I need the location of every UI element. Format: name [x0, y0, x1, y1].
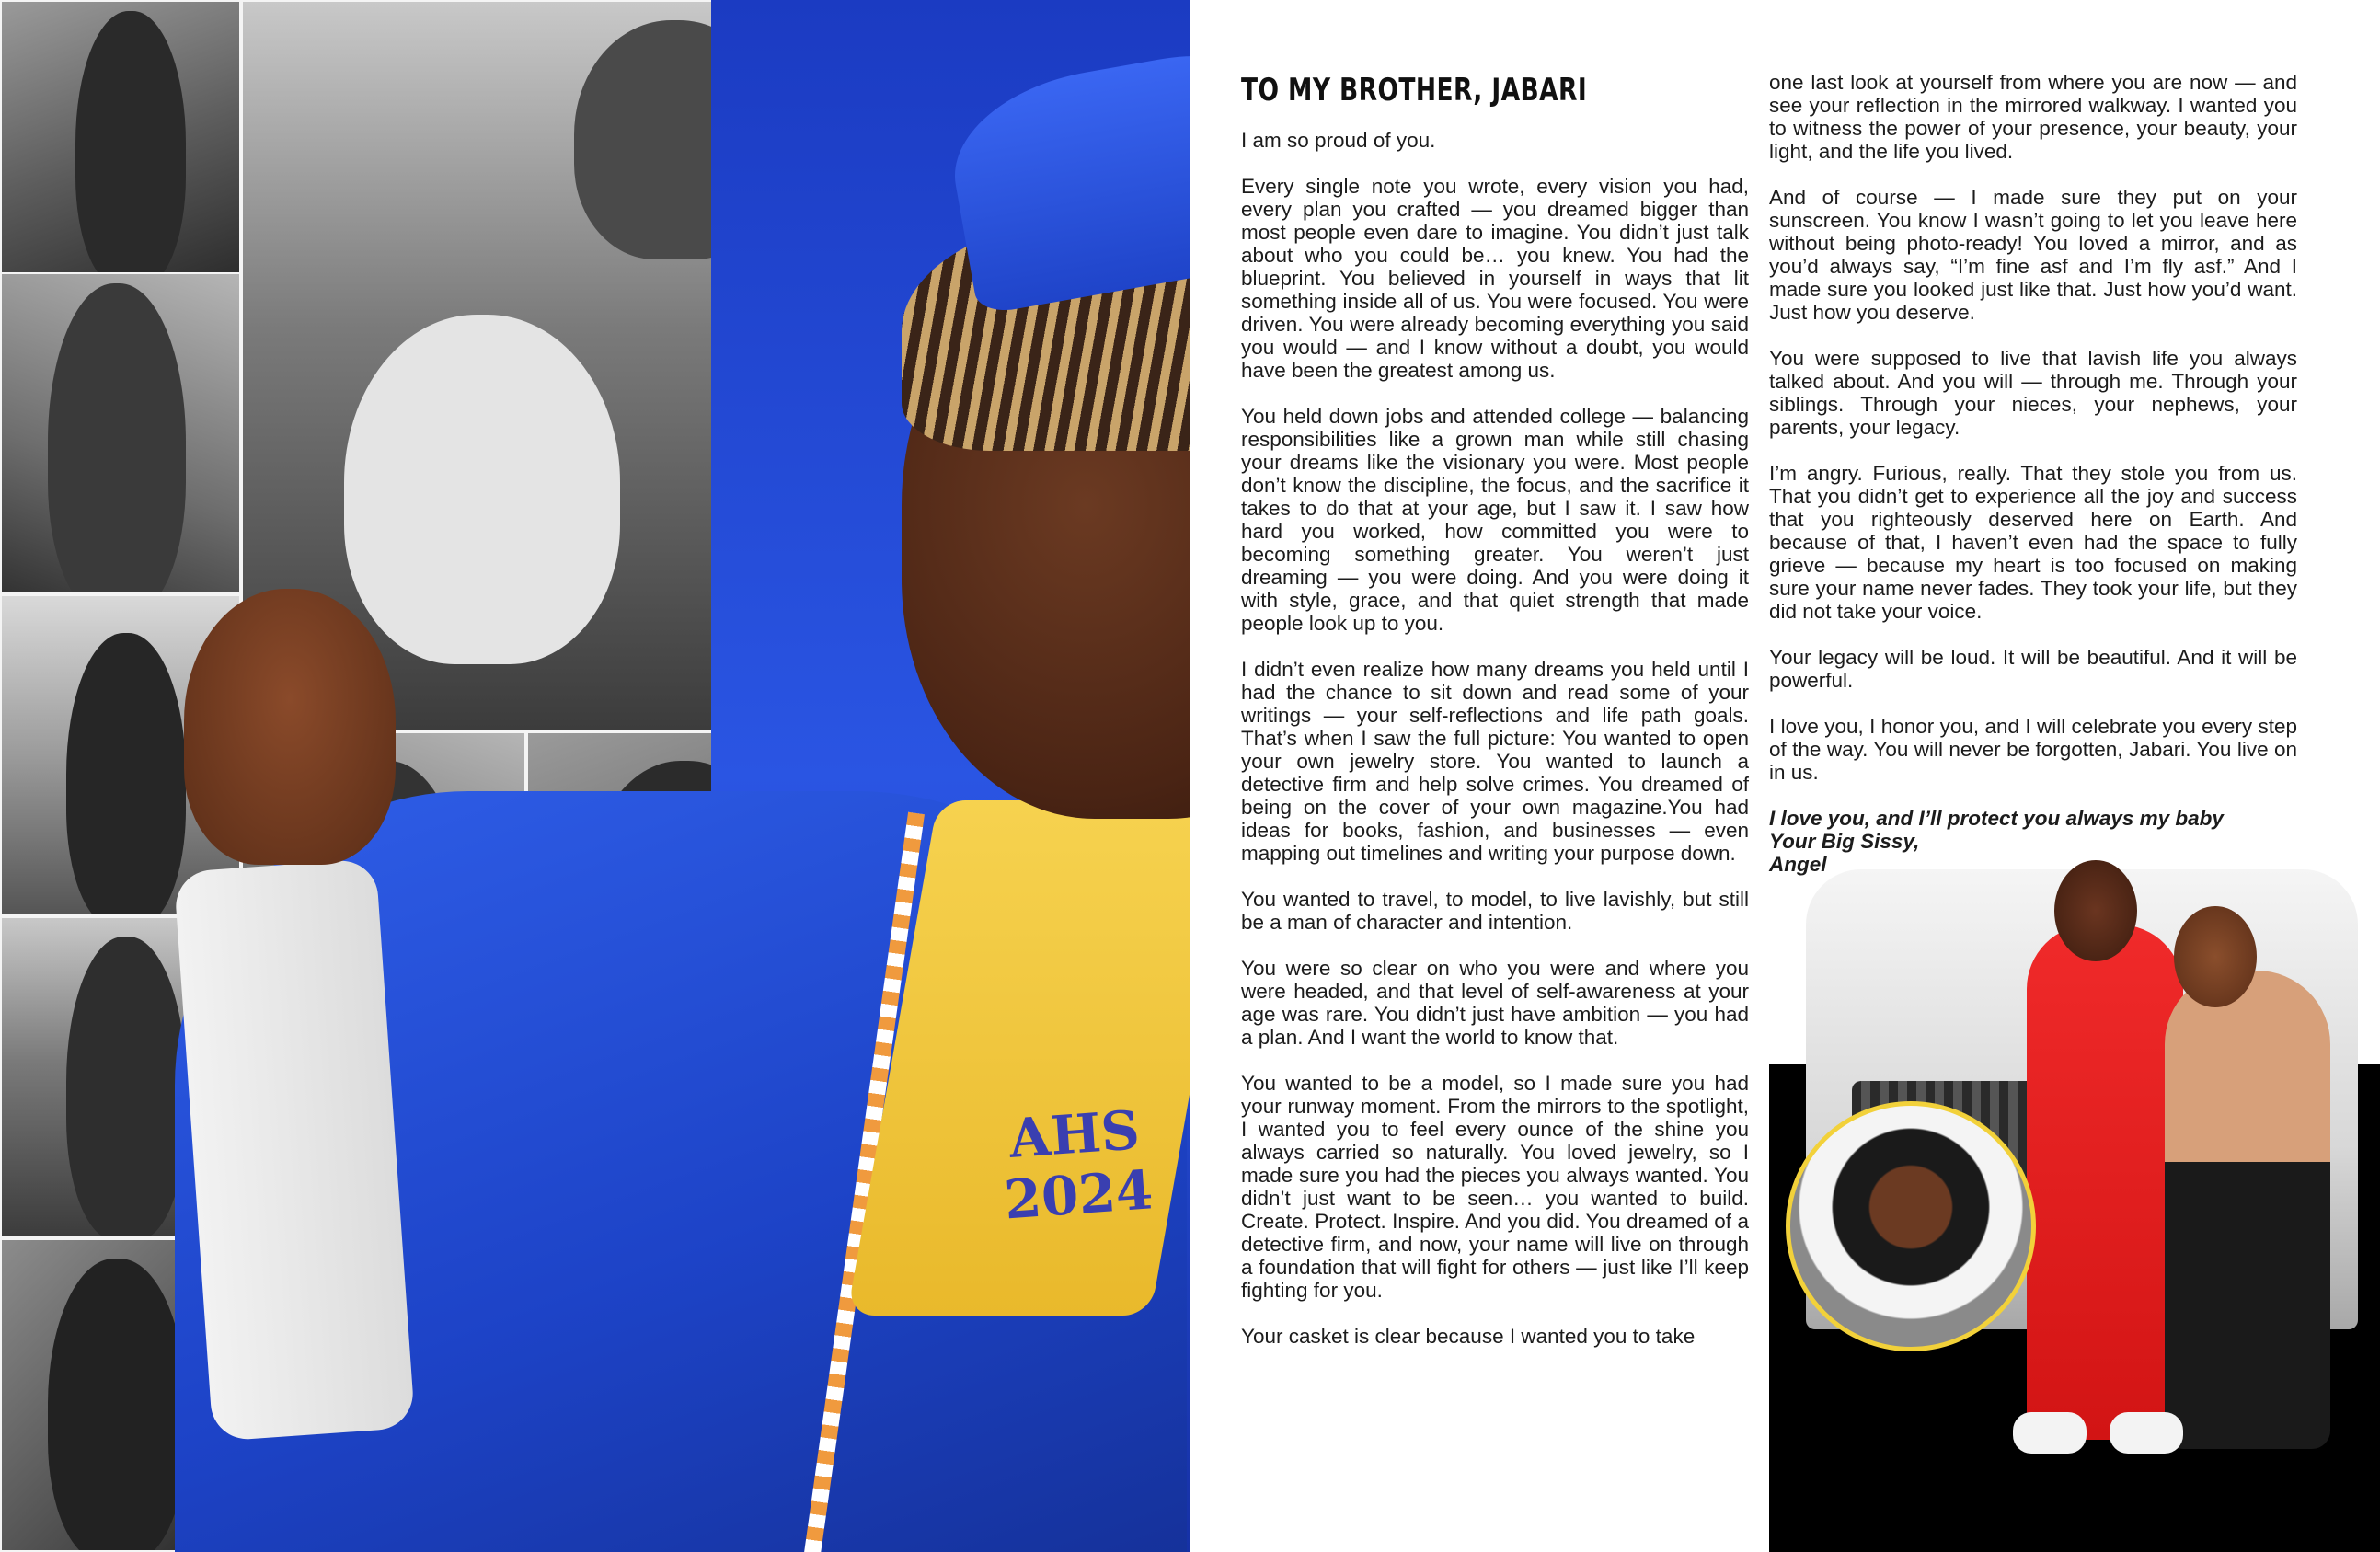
paragraph: Every single note you wrote, every vision you had, every plan you crafted — you dreamed bigger than most people even dare to imagine. You didn’t just talk about who you could be… you knew. You had the blueprint. You believed in yourself in ways that lit something inside all of us. You were focused. You were driven. You were already becoming everything you said you would — and I know without a doubt, you would have been the greatest among us. [1241, 175, 1749, 382]
signature-line: Your Big Sissy, [1769, 830, 1920, 853]
paragraph: I didn’t even realize how many dreams you held until I had the chance to sit down and read some of your writings — your self-reflections and life path goals. That’s when I saw the full picture: You wanted to open your own jewelry store. You wanted to launch a detective firm and help solve crimes. You dreamed of being on the cover of your own magazine.You had ideas for books, fashion, and businesses — even mapping out timelines and writing your purpose down. [1241, 658, 1749, 865]
paragraph: You were supposed to live that lavish life you always talked about. And you will — through me. Through your siblings. Through your nieces, your nephews, your parents, your legacy. [1769, 347, 2297, 439]
signature-line: I love you, and I’ll protect you always my baby [1769, 807, 2224, 830]
paragraph: I am so proud of you. [1241, 129, 1436, 152]
letter-page [1190, 0, 2380, 1552]
letter-column-right [1769, 71, 2297, 899]
paragraph: You held down jobs and attended college — balancing responsibilities like a grown man while still chasing your dreams like the visionary you were. Most people don’t know the discipline, the focus, and the sacrifice it takes to do that at your age, but I saw it. I saw how hard you worked, how committed you were to becoming something greater. You weren’t just dreaming — you were doing. And you were doing it with style, grace, and that quiet strength that made people look up to you. [1241, 405, 1749, 635]
red-suit-figure [2027, 925, 2183, 1440]
family-photo [1769, 860, 2380, 1552]
paragraph: one last look at yourself from where you are now — and see your reflection in the mirrored walkway. I wanted you to witness the power of your presence, your beauty, your light, and the life you lived. [1769, 71, 2297, 163]
letter-column-left [1241, 72, 1749, 1371]
sister-figure [2165, 971, 2330, 1449]
graduation-hero-photo [138, 0, 1190, 1552]
signature-name: Angel [1769, 853, 1827, 876]
embroidery-school: AHS [1006, 1098, 1142, 1170]
paragraph: And of course — I made sure they put on your sunscreen. You know I wasn’t going to let you leave here without being photo-ready! You loved a mirror, and as you’d always say, “I’m fine asf and I’m fly asf.” And I made sure you looked just like that. Just how you’d want. Just how you deserve. [1769, 186, 2297, 324]
embroidery-year: 2024 [1002, 1158, 1156, 1232]
paragraph: You wanted to travel, to model, to live lavishly, but still be a man of character and intention. [1241, 888, 1749, 934]
paragraph: Your casket is clear because I wanted you to take [1241, 1325, 1696, 1348]
raised-fist [184, 589, 396, 865]
paragraph: I’m angry. Furious, really. That they stole you from us. That you didn’t get to experience all the joy and success that you righteously deserved here on Earth. And because of that, I haven’t even had the space to fully grieve — because my heart is too focused on making sure your name never fades. They took your life, but they did not take your voice. [1769, 462, 2297, 623]
page-title: TO MY BROTHER, JABARI [1241, 72, 1588, 109]
stole-embroidery [981, 1098, 1173, 1232]
paragraph: Your legacy will be loud. It will be beautiful. And it will be powerful. [1769, 646, 2297, 692]
paragraph: You were so clear on who you were and where you were headed, and that level of self-awareness at your age was rare. You didn’t just have ambition — you had a plan. And I want the world to know that. [1241, 957, 1749, 1049]
paragraph: I love you, I honor you, and I will celebrate you every step of the way. You will never be forgotten, Jabari. You live on in us. [1769, 715, 2297, 784]
circular-portrait [1786, 1101, 2036, 1351]
paragraph: You wanted to be a model, so I made sure you had your runway moment. From the mirrors to the spotlight, I wanted you to feel every ounce of the shine you always carried so naturally. You loved jewelry, so I made sure you had the pieces you always wanted. You didn’t just want to be seen… you wanted to build. Create. Protect. Inspire. And you did. You dreamed of a detective firm, and now, your name will live on through a foundation that will fight for others — just like I’ll keep fighting for you. [1241, 1072, 1749, 1302]
